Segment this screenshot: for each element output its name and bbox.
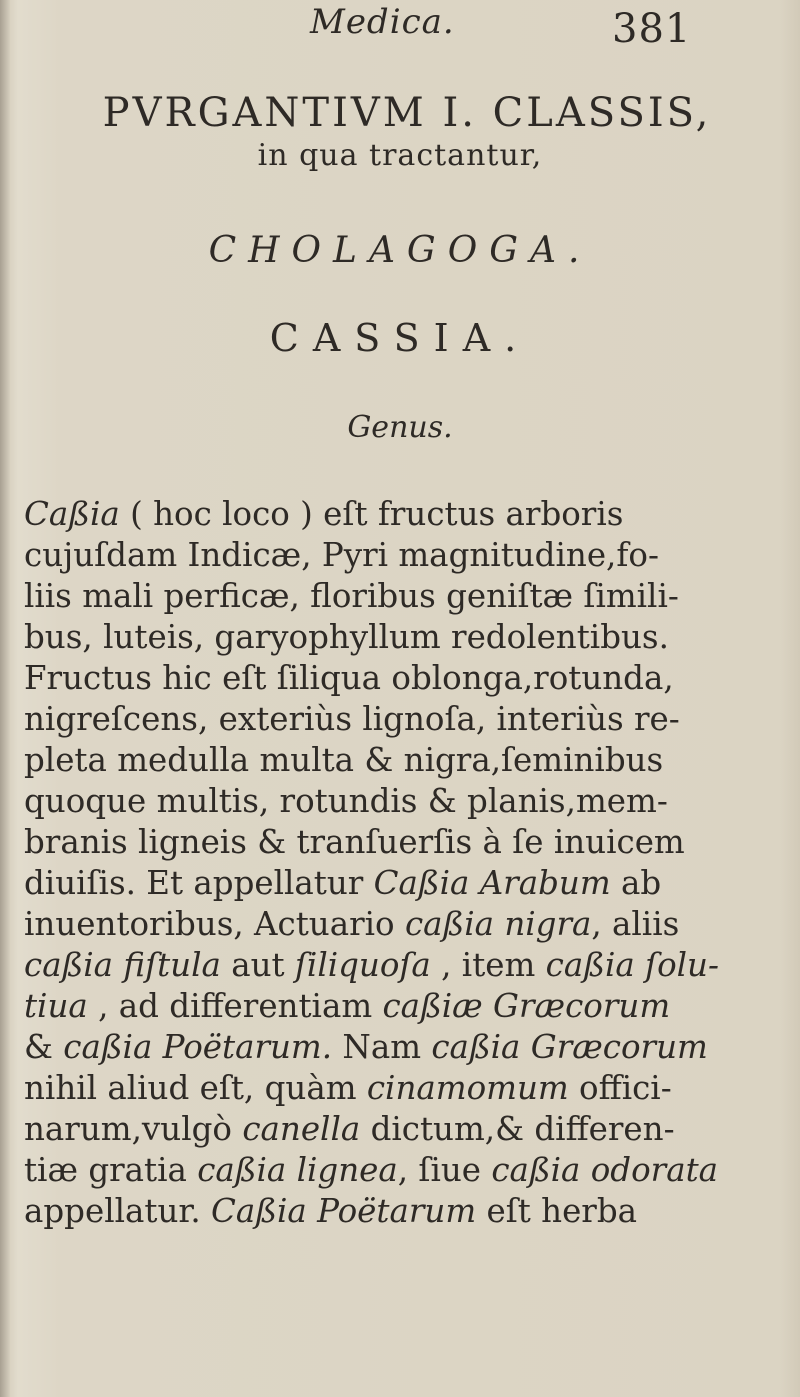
italic-run: tiua [24, 987, 88, 1025]
italic-run: Caßia Arabum [373, 864, 611, 902]
italic-run: canella [242, 1110, 361, 1148]
text-line [24, 986, 784, 1027]
text-line [24, 945, 784, 986]
text-line [24, 1068, 784, 1109]
chapter-subtitle: in qua tractantur, [257, 138, 543, 173]
text-line [24, 535, 784, 576]
italic-run: Caßia [24, 495, 120, 533]
text-run: eſt herba [476, 1192, 638, 1230]
text-run: bus, luteis, garyophyllum redolentibus. [24, 618, 669, 656]
italic-run: caßia Poëtarum. [63, 1028, 333, 1066]
text-line [24, 658, 784, 699]
text-line [24, 1109, 784, 1150]
text-line [24, 740, 784, 781]
text-run: , ſiue [397, 1151, 492, 1189]
text-run: dictum,& differen- [360, 1110, 675, 1148]
italic-run: caßia odorata [491, 1151, 719, 1189]
section-heading: CHOLAGOGA. [208, 230, 592, 271]
text-line [24, 822, 784, 863]
chapter-title: PVRGANTIVM I. CLASSIS, [102, 90, 712, 136]
text-line [24, 494, 784, 535]
italic-run: caßiæ Græcorum [382, 987, 671, 1025]
italic-run: caßia nigra [404, 905, 592, 943]
text-run: & [24, 1028, 64, 1066]
binding-edge [0, 0, 10, 1397]
text-run: nihil aliud eſt, quàm [24, 1069, 367, 1107]
text-line [24, 1150, 784, 1191]
italic-run: ſiliquoſa [294, 946, 431, 984]
text-run: quoque multis, rotundis & planis,mem- [24, 782, 668, 820]
text-run: inuentoribus, Actuario [24, 905, 405, 943]
text-run: narum,vulgò [24, 1110, 243, 1148]
text-run: cujuſdam Indicæ, Pyri magnitudine,fo- [24, 536, 659, 574]
text-run: pleta medulla multa & nigra,ſeminibus [24, 741, 664, 779]
page-number: 381 [612, 6, 692, 52]
text-line [24, 699, 784, 740]
text-run: nigreſcens, exteriùs lignoſa, interiùs re- [24, 700, 680, 738]
entry-heading: CASSIA. [269, 316, 531, 360]
italic-run: caßia Græcorum [431, 1028, 708, 1066]
italic-run: Caßia Poëtarum [211, 1192, 477, 1230]
text-run: , item [430, 946, 546, 984]
text-line [24, 781, 784, 822]
italic-run: cinamomum [366, 1069, 569, 1107]
running-head: Medica. [310, 2, 455, 42]
text-line [24, 863, 784, 904]
italic-run: caßia ſolu- [545, 946, 719, 984]
italic-run: caßia fiſtula [24, 946, 221, 984]
text-line [24, 904, 784, 945]
text-run: ab [610, 864, 662, 902]
text-run: offici- [568, 1069, 672, 1107]
text-line [24, 1191, 784, 1232]
text-run: , ad differentiam [87, 987, 383, 1025]
text-run: diuiſis. Et appellatur [24, 864, 374, 902]
text-run: Nam [332, 1028, 432, 1066]
text-run: appellatur. [24, 1192, 212, 1230]
text-run: ( hoc loco ) eſt fructus arboris [119, 495, 624, 533]
text-line [24, 617, 784, 658]
body-paragraph [24, 494, 784, 1232]
text-line [24, 1027, 784, 1068]
text-run: tiæ gratia [24, 1151, 198, 1189]
text-run: liis mali perficæ, floribus geniſtæ ſimili- [24, 577, 679, 615]
text-run: aut [220, 946, 295, 984]
text-line [24, 576, 784, 617]
italic-run: caßia lignea [197, 1151, 398, 1189]
text-run: Fructus hic eſt ſiliqua oblonga,rotunda, [24, 659, 674, 697]
subheading: Genus. [347, 410, 453, 445]
text-run: , aliis [591, 905, 680, 943]
text-run: branis ligneis & tranſuerſis à ſe inuicem [24, 823, 685, 861]
